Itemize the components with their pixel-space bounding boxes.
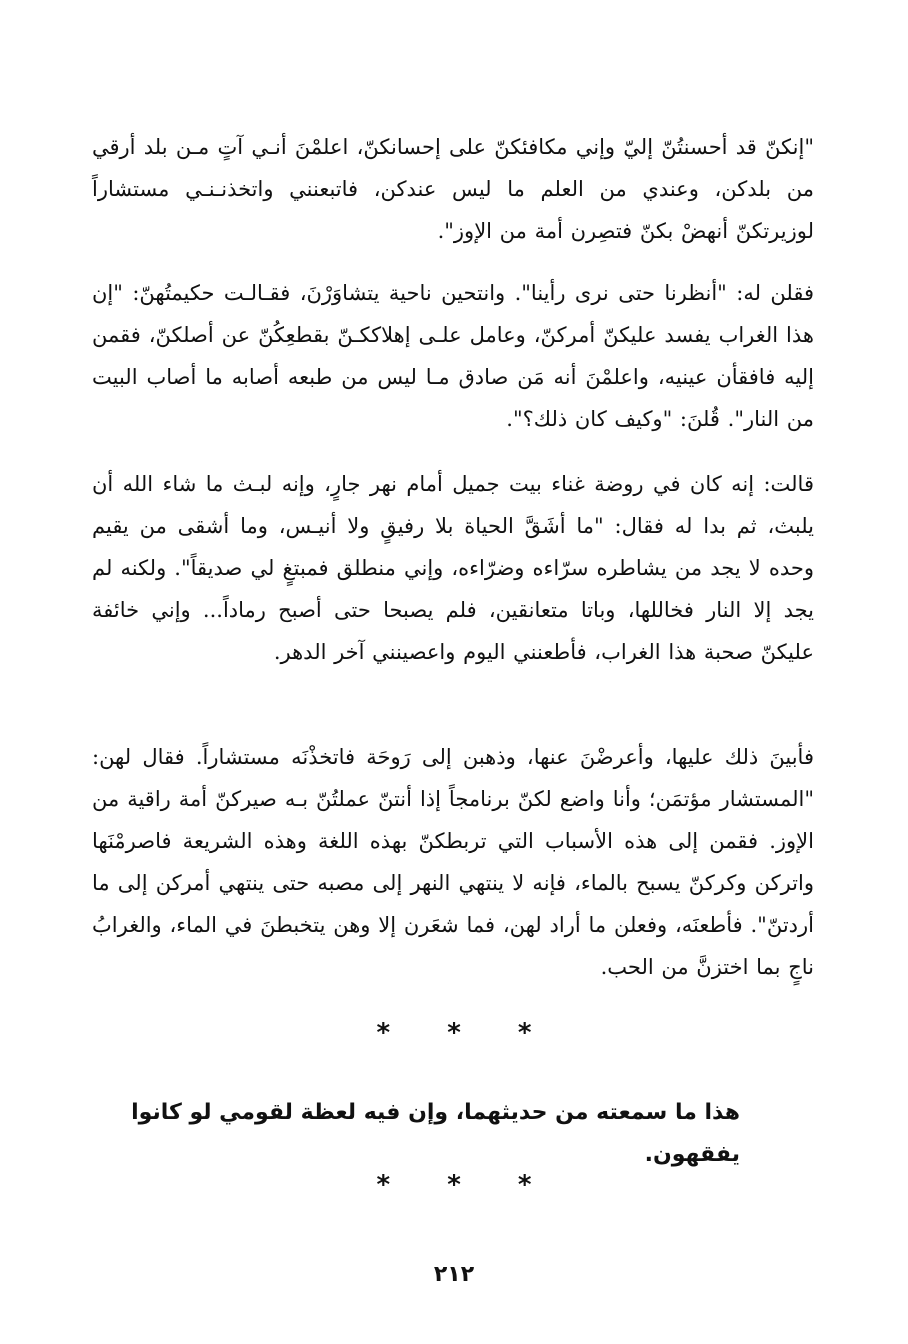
- section-separator-bottom: * * *: [376, 1170, 556, 1200]
- page-number: ٢١٢: [433, 1262, 475, 1287]
- text-block-1: [92, 126, 814, 252]
- section-separator-top: * * *: [376, 1018, 556, 1048]
- paragraph-1: "إنكنّ قد أحسنتُنّ إليّ وإني مكافئكنّ على إحسانكنّ، اعلمْنَ أنـي آتٍ مـن بلد أرقي من بلدكن، وعندي من العلم ما ليس عندكن، فاتبعنني واتخذنـنـي مستشاراً لوزيرتكنّ أنهضْ بكنّ فتصِرن أمة من الإوز".: [92, 135, 814, 243]
- text-block-3: [92, 463, 814, 673]
- text-block-2: [92, 272, 814, 440]
- paragraph-3: قالت: إنه كان في روضة غناء بيت جميل أمام نهر جارٍ، وإنه لبـث ما شاء الله أن يلبث، ثم بدا له فقال: "ما أشَقَّ الحياة بلا رفيقٍ ولا أنيـس، وما أشقى من يقيم وحده لا يجد من يشاطره سرّاءه وضرّاءه، وإني منطلق فمبتغٍ لي صديقاً". ولكنه لم يجد إلا النار فخاللها، وباتا متعانقين، فلم يصبحا حتى أصبح رماداً... وإني خائفة عليكنّ صحبة هذا الغراب، فأطعنني اليوم واعصينني آخر الدهر.: [92, 472, 814, 664]
- paragraph-4: فأبينَ ذلك عليها، وأعرضْنَ عنها، وذهبن إلى رَوحَة فاتخذْنَه مستشاراً. فقال لهن: "المستشار مؤتمَن؛ وأنا واضع لكنّ برنامجاً إذا أنتنّ عملتُنّ بـه صيركنّ أمة راقية من الإوز. فقمن إلى هذه الأسباب التي تربطكنّ بهذه اللغة وهذه الشريعة فاصرمْنَها واتركن وكركنّ يسبح بالماء، فإنه لا ينتهي النهر إلى مصبه حتى ينتهي أمركن إلى ما أردتنّ". فأطعنَه، وفعلن ما أراد لهن، فما شعَرن إلا وهن يتخبطنَ في الماء، والغرابُ ناجٍ بما اختزنَّ من الحب.: [92, 745, 814, 979]
- paragraph-2: فقلن له: "أنظرنا حتى نرى رأينا". وانتحين ناحية يتشاوَرْنَ، فقـالـت حكيمتُهنّ: "إن هذا الغراب يفسد عليكنّ أمركنّ، وعامل علـى إهلاككـنّ بقطعِكُنّ عن أصلكنّ، فقمن إليه فافقأن عينيه، واعلمْنَ أنه مَن صادق مـا ليس من طبعه أصابه ما أصاب البيت من النار". قُلنَ: "وكيف كان ذلك؟".: [92, 281, 814, 431]
- closing-line: هذا ما سمعته من حديثهما، وإن فيه لعظة لقومي لو كانوا يفقهون.: [131, 1100, 740, 1167]
- text-block-4: [92, 736, 814, 988]
